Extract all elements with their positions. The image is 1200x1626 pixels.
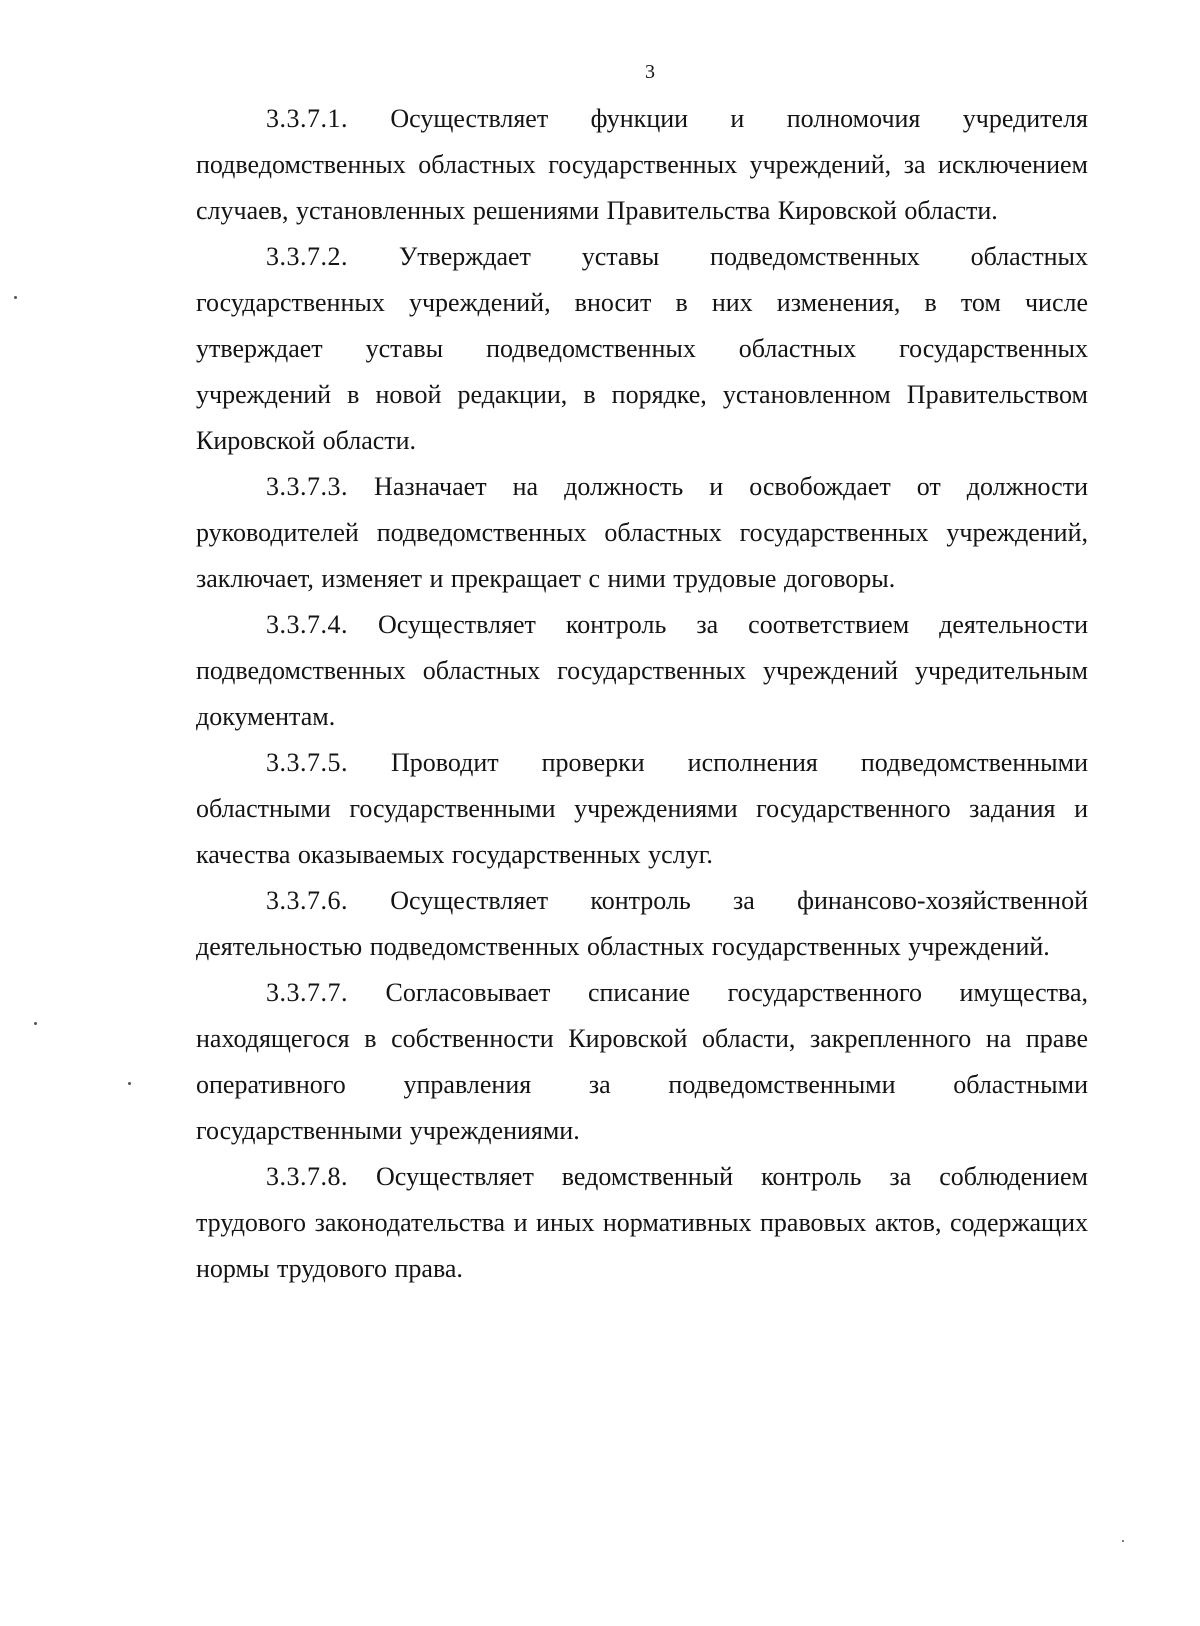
paragraph-number: 3.3.7.6.	[266, 886, 348, 915]
paragraph-3-3-7-6	[196, 878, 1088, 970]
paragraph-text: Осуществляет ведомственный контроль за соблюдением трудового законодательства и иных нормативных правовых актов, содержащих нормы трудового права.	[196, 1162, 1089, 1283]
paragraph-3-3-7-3	[196, 464, 1088, 602]
paragraph-number: 3.3.7.2.	[266, 242, 348, 271]
paragraph-text: Осуществляет контроль за финансово-хозяйственной деятельностью подведомственных областных государственных учреждений.	[196, 886, 1088, 961]
document-body	[196, 96, 1088, 1292]
paragraph-3-3-7-4	[196, 602, 1088, 740]
page-number: 3	[645, 61, 655, 83]
paragraph-text: Осуществляет функции и полномочия учредителя подведомственных областных государственных учреждений, за исключением случаев, установленных решениями Правительства Кировской области.	[196, 104, 1088, 225]
scan-speck	[34, 1022, 37, 1025]
paragraph-3-3-7-5	[196, 740, 1088, 878]
paragraph-3-3-7-7	[196, 970, 1088, 1154]
paragraph-text: Осуществляет контроль за соответствием деятельности подведомственных областных государственных учреждений учредительным документам.	[196, 610, 1089, 731]
paragraph-text: Утверждает уставы подведомственных областных государственных учреждений, вносит в них изменения, в том числе утверждает уставы подведомственных областных государственных учреждений в новой редакции, в порядке, установленном Правительством Кировской области.	[196, 242, 1088, 455]
paragraph-number: 3.3.7.8.	[266, 1162, 348, 1191]
paragraph-3-3-7-1	[196, 96, 1088, 234]
paragraph-number: 3.3.7.1.	[266, 104, 348, 133]
paragraph-number: 3.3.7.5.	[266, 748, 348, 777]
paragraph-3-3-7-2	[196, 234, 1088, 464]
paragraph-text: Назначает на должность и освобождает от должности руководителей подведомственных областных государственных учреждений, заключает, изменяет и прекращает с ними трудовые договоры.	[196, 472, 1089, 593]
scan-speck	[14, 296, 17, 299]
paragraph-text: Проводит проверки исполнения подведомственными областными государственными учреждениями государственного задания и качества оказываемых государственных услуг.	[196, 748, 1088, 869]
paragraph-text: Согласовывает списание государственного имущества, находящегося в собственности Кировской области, закрепленного на праве оперативного управления за подведомственными областными государственными учреждениями.	[196, 978, 1089, 1145]
paragraph-number: 3.3.7.7.	[266, 978, 348, 1007]
paragraph-3-3-7-8	[196, 1154, 1088, 1292]
paragraph-number: 3.3.7.4.	[266, 610, 348, 639]
scan-speck	[1122, 1540, 1124, 1542]
paragraph-number: 3.3.7.3.	[266, 472, 348, 501]
scan-speck	[128, 1082, 131, 1085]
